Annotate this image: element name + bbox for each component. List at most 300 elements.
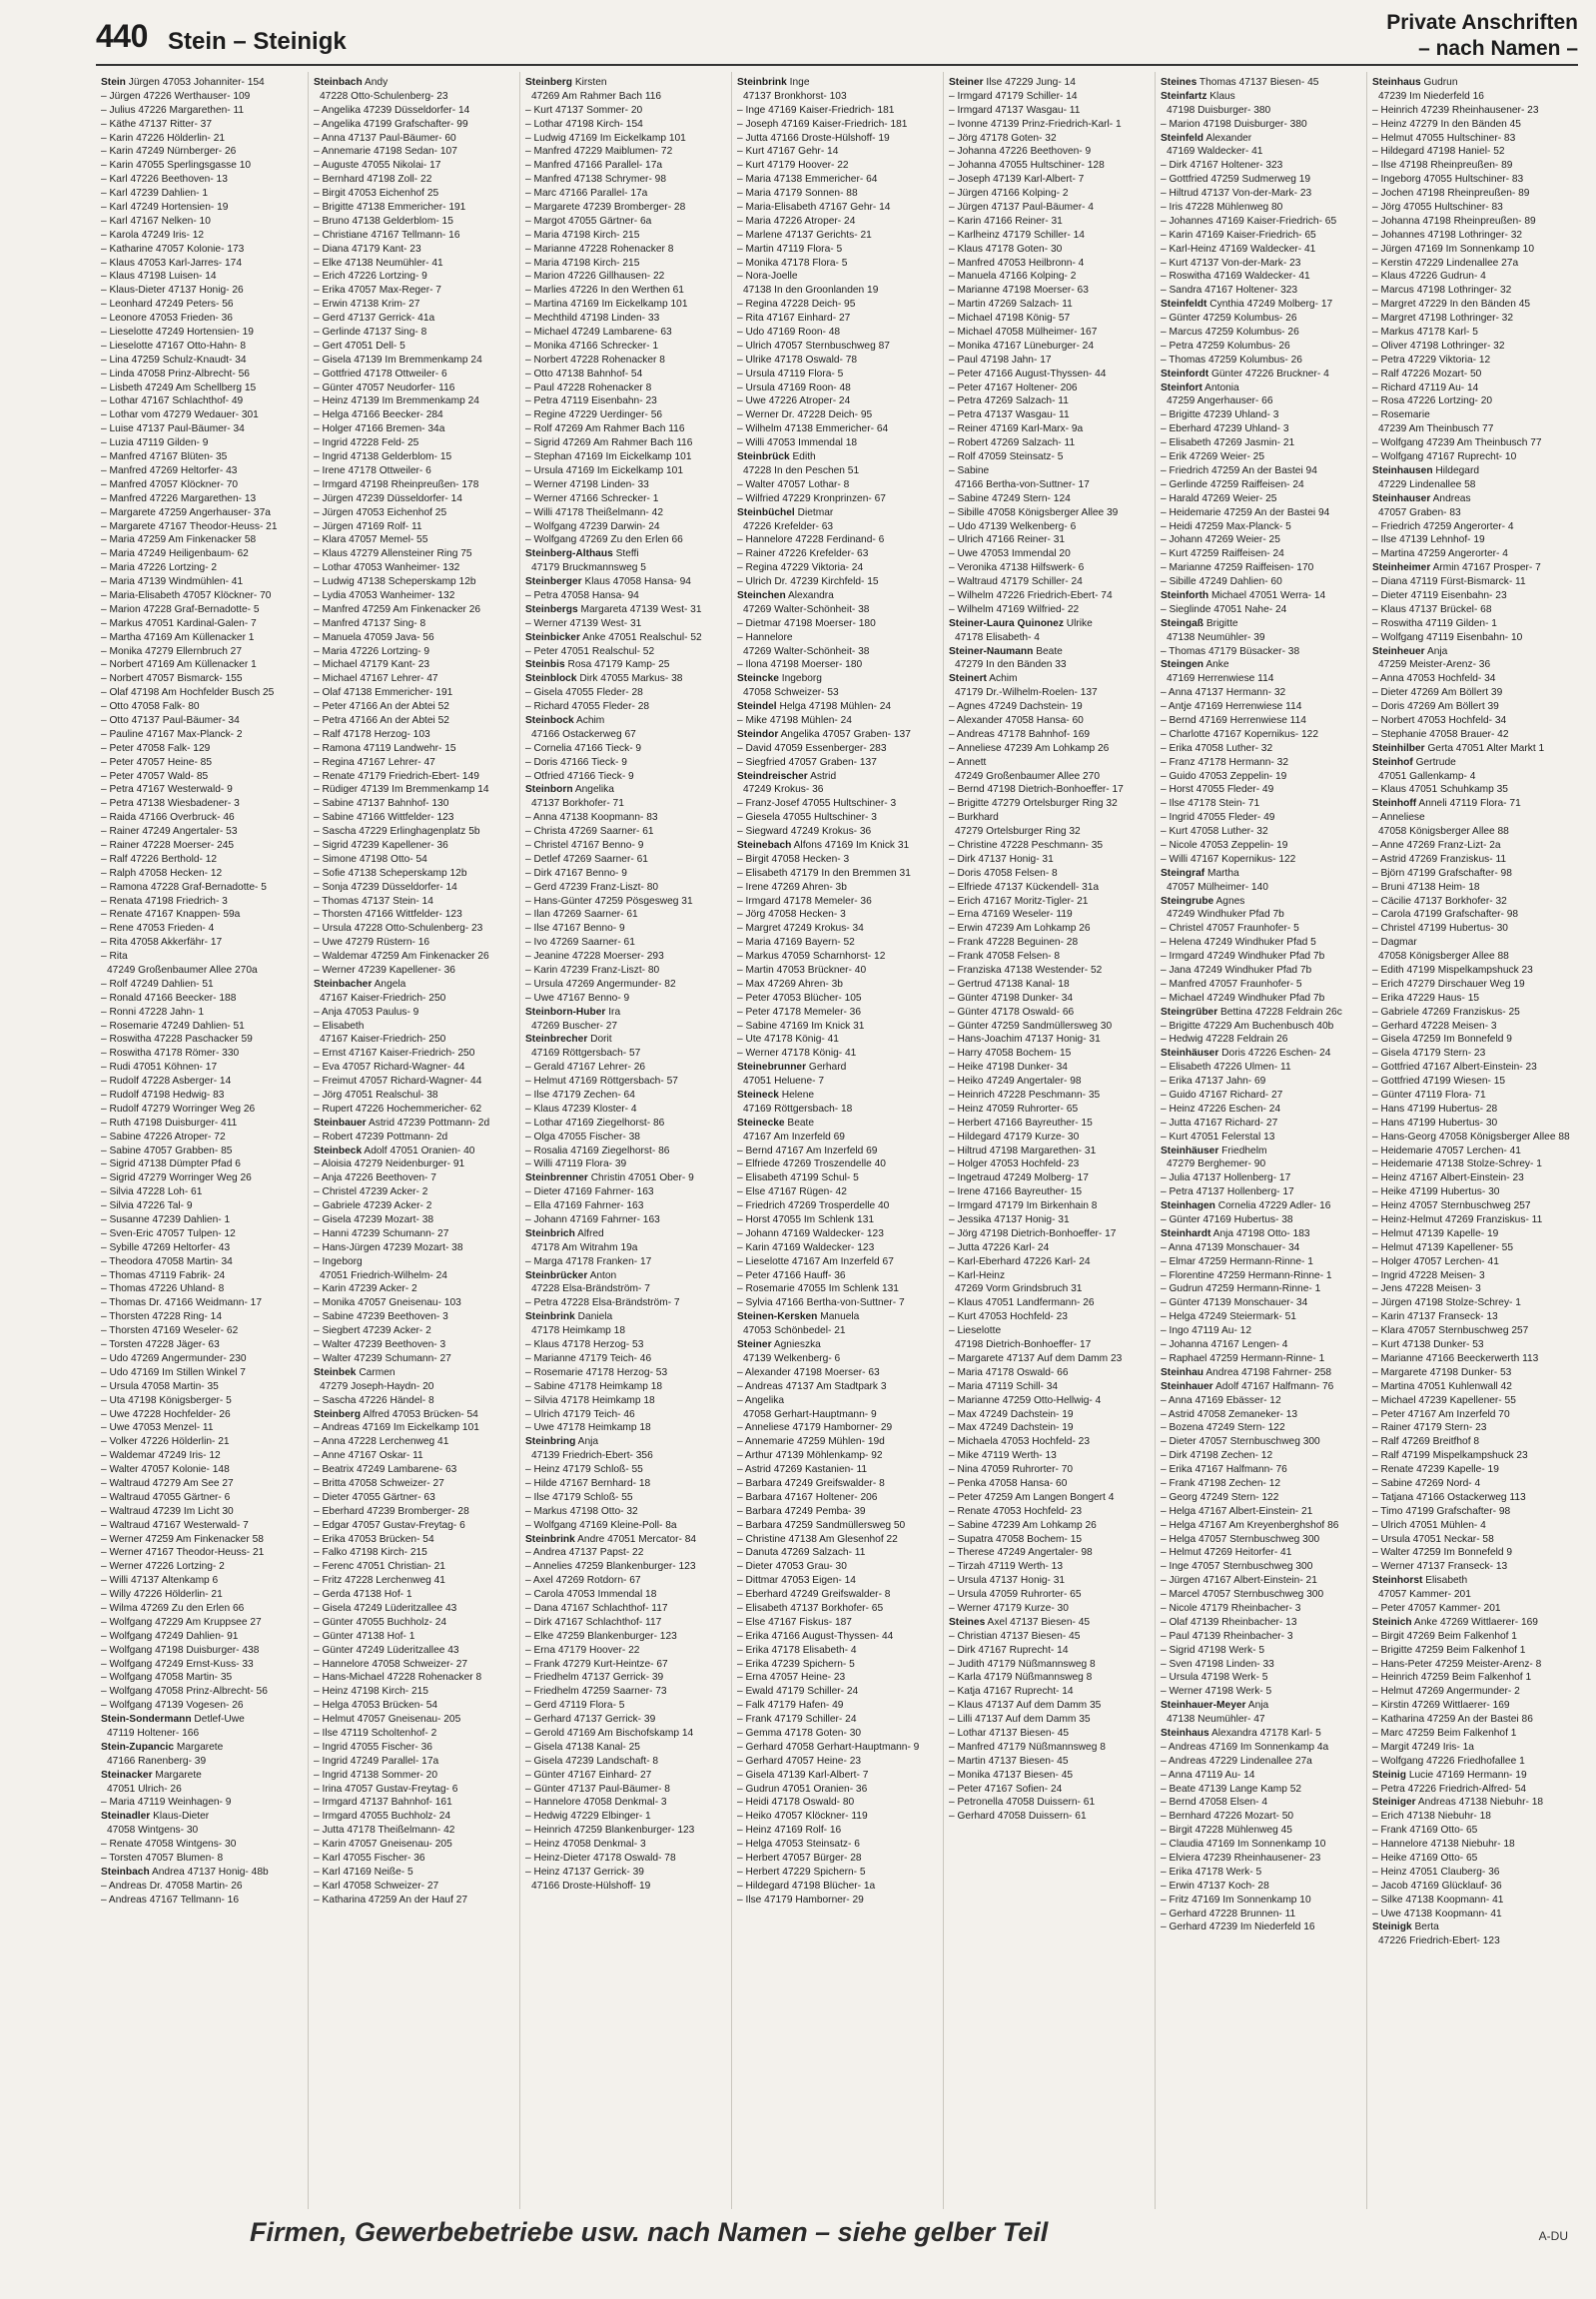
directory-entry: [314, 201, 514, 214]
directory-entry: [1161, 1338, 1361, 1351]
directory-entry: [101, 1658, 303, 1671]
directory-entry: [1372, 422, 1573, 435]
directory-entry: [525, 561, 726, 574]
entry-details: – Petra 47269 Salzach- 11: [949, 395, 1069, 407]
entry-details: – Christine 47228 Peschmann- 35: [949, 839, 1104, 851]
directory-entry: [314, 1033, 514, 1046]
entry-details: – Maria 47138 Emmericher- 64: [737, 174, 878, 186]
entry-details: Anja: [1426, 645, 1448, 657]
entry-details: – Gisela 47139 Im Bremmenkamp 24: [314, 354, 482, 366]
entry-details: – Elfriede 47269 Troszendelle 40: [737, 1158, 886, 1170]
entry-details: – Rita 47058 Akkerfähr- 17: [101, 937, 223, 949]
directory-entry: [525, 1352, 726, 1365]
directory-entry: [1161, 797, 1361, 810]
directory-entry: [1161, 1408, 1361, 1421]
entry-details: – Sybille 47269 Heltorfer- 43: [101, 1241, 231, 1253]
directory-entry: [525, 76, 726, 89]
entry-details: – Gerhard 47058 Duissern- 61: [949, 1811, 1087, 1823]
directory-entry: [101, 867, 303, 880]
directory-entry: [1372, 229, 1573, 242]
listing-column: [943, 72, 1155, 2209]
entry-details: – Petra 47229 Viktoria- 12: [1372, 354, 1491, 366]
entry-details: Adolf 47051 Oranien- 40: [364, 1145, 475, 1156]
entry-details: – Edgar 47057 Gustav-Freytag- 6: [314, 1519, 465, 1531]
entry-details: – Frank 47169 Otto- 65: [1372, 1825, 1478, 1837]
entry-details: Andy: [364, 77, 389, 88]
directory-entry: [525, 1006, 726, 1019]
directory-entry: [737, 686, 938, 699]
entry-details: – Thomas 47137 Stein- 14: [314, 895, 433, 907]
entry-details: Astrid 47239 Pottmann- 2d: [368, 1117, 490, 1129]
entry-details: – Margarete 47259 Angerhauser- 37a: [101, 506, 271, 518]
entry-details: – Richard 47055 Fleder- 28: [525, 701, 650, 713]
entry-details: – Silvia 47178 Heimkamp 18: [525, 1394, 655, 1406]
entry-details: – Norbert 47057 Bismarck- 155: [101, 673, 243, 685]
entry-details: 47138 Neumühler- 47: [1167, 1714, 1265, 1726]
entry-details: – Giesela 47055 Hultschiner- 3: [737, 812, 877, 824]
page-header: [96, 10, 1578, 68]
entry-details: – Barbara 47259 Sandmüllersweg 50: [737, 1519, 906, 1531]
entry-details: – Ursula 47169 Im Eickelkamp 101: [525, 464, 683, 476]
directory-entry: [949, 1491, 1150, 1504]
entry-details: Bettina 47228 Feldrain 26c: [1220, 1006, 1342, 1018]
entry-details: Gertrude: [1415, 756, 1456, 768]
entry-details: – Helmut 47139 Kapelle- 19: [1372, 1227, 1499, 1239]
entry-surname: Steinen-Kersken: [737, 1311, 818, 1323]
entry-details: – Gertrud 47138 Kanal- 18: [949, 978, 1070, 990]
entry-details: – Paul 47139 Rheinbacher- 3: [1161, 1630, 1293, 1642]
entry-details: – Andreas 47169 Im Sonnenkamp 4a: [1161, 1741, 1329, 1753]
entry-details: – Hilde 47167 Bernhard- 18: [525, 1477, 651, 1489]
entry-details: – Ingrid 47055 Fleder- 49: [1161, 812, 1275, 824]
directory-entry: [314, 964, 514, 977]
entry-surname: Steinforth: [1161, 589, 1209, 601]
directory-entry: [1372, 76, 1573, 89]
entry-details: – Thomas Dr. 47166 Weidmann- 17: [101, 1297, 263, 1309]
directory-entry: [737, 270, 938, 283]
entry-details: – Marga 47178 Franken- 17: [525, 1255, 652, 1267]
entry-details: – Lothar 47198 Kirch- 154: [525, 118, 643, 130]
entry-details: – Petra 47228 Elsa-Brändström- 7: [525, 1297, 680, 1309]
entry-details: – Sabine 47249 Stern- 124: [949, 492, 1071, 504]
entry-details: – Günter 47137 Paul-Bäumer- 8: [525, 1783, 670, 1795]
entry-details: – Uwe 47178 Heimkamp 18: [525, 1422, 651, 1434]
entry-details: – Johann 47269 Weier- 25: [1161, 534, 1280, 546]
entry-details: – Wolfgang 47249 Ernst-Kuss- 33: [101, 1658, 254, 1670]
directory-entry: [101, 354, 303, 367]
directory-entry: [949, 187, 1150, 200]
footer-note: Firmen, Gewerbebetriebe usw. nach Namen – siehe gelber Teil: [250, 2217, 1049, 2247]
directory-entry: [101, 1352, 303, 1365]
entry-details: – Jessika 47137 Honig- 31: [949, 1214, 1070, 1226]
directory-entry: [101, 797, 303, 810]
entry-details: – Roswitha 47119 Gilden- 1: [1372, 617, 1497, 629]
entry-details: – Martha 47169 Am Küllenacker 1: [101, 631, 255, 643]
entry-details: – Petra 47137 Wasgau- 11: [949, 409, 1070, 421]
entry-details: 47166 Bertha-von-Suttner- 17: [955, 478, 1090, 490]
entry-details: – Bernd 47167 Am Inzerfeld 69: [737, 1145, 878, 1156]
entry-details: – Maria 47179 Sonnen- 88: [737, 188, 858, 200]
entry-surname: Steinhausen: [1372, 464, 1433, 476]
directory-entry: [1161, 492, 1361, 505]
directory-entry: [101, 326, 303, 339]
entry-details: – Ramona 47228 Graf-Bernadotte- 5: [101, 881, 267, 893]
directory-entry: [1372, 478, 1573, 491]
directory-entry: [314, 1296, 514, 1309]
entry-details: – Herbert 47229 Spichern- 5: [737, 1866, 866, 1878]
entry-details: 47228 Otto-Schulenberg- 23: [320, 90, 448, 102]
directory-entry: [101, 1227, 303, 1240]
directory-entry: [737, 1435, 938, 1448]
directory-entry: [314, 1630, 514, 1643]
entry-details: – Wolfgang 47119 Eisenbahn- 10: [1372, 631, 1523, 643]
directory-entry: [525, 1227, 726, 1240]
entry-details: – Klaus-Dieter 47137 Honig- 26: [101, 285, 244, 297]
entry-surname: Steinhäuser: [1161, 1048, 1219, 1060]
entry-details: Astrid: [810, 770, 837, 782]
directory-entry: [1161, 964, 1361, 977]
directory-entry: [737, 1199, 938, 1212]
directory-entry: [525, 520, 726, 533]
directory-entry: [949, 1131, 1150, 1144]
directory-entry: [1161, 340, 1361, 353]
entry-details: – Rolf 47249 Dahlien- 51: [101, 978, 214, 990]
directory-entry: [101, 1533, 303, 1546]
entry-details: – Heinz 47059 Ruhrorter- 65: [949, 1103, 1079, 1115]
directory-entry: [525, 1699, 726, 1712]
entry-details: – Else 47167 Rügen- 42: [737, 1186, 847, 1198]
directory-entry: [525, 950, 726, 963]
directory-entry: [314, 506, 514, 519]
entry-surname: Steinbek: [314, 1366, 357, 1378]
entry-details: – Margarete 47239 Bromberger- 28: [525, 202, 686, 214]
directory-entry: [737, 1380, 938, 1393]
entry-surname: Steinbis: [525, 659, 565, 671]
entry-details: – Astrid 47269 Franziskus- 11: [1372, 853, 1507, 865]
directory-entry: [525, 1519, 726, 1532]
directory-entry: [737, 422, 938, 435]
entry-details: 47269 Vorm Grindsbruch 31: [955, 1283, 1083, 1295]
directory-entry: [101, 1685, 303, 1698]
directory-entry: [314, 770, 514, 783]
directory-entry: [737, 797, 938, 810]
directory-entry: [101, 1796, 303, 1809]
entry-details: Beate: [1036, 645, 1063, 657]
entry-details: – Angelika: [737, 1394, 785, 1406]
directory-entry: [1161, 1241, 1361, 1254]
directory-entry: [949, 1199, 1150, 1212]
entry-details: – Frank 47279 Kurt-Heintze- 67: [525, 1658, 668, 1670]
entry-details: 47228 Elsa-Brändström- 7: [531, 1283, 650, 1295]
entry-details: – Angelika 47199 Grafschafter- 99: [314, 118, 468, 130]
directory-entry: [1372, 1685, 1573, 1698]
directory-entry: [1372, 1269, 1573, 1282]
directory-entry: [949, 686, 1150, 699]
entry-details: – Johannes 47198 Lothringer- 32: [1372, 229, 1523, 241]
entry-details: – Ludwig 47169 Im Eickelkamp 101: [525, 132, 686, 144]
entry-details: – Marion 47226 Gillhausen- 22: [525, 271, 665, 283]
entry-details: – Johanna 47226 Beethoven- 9: [949, 146, 1092, 158]
entry-details: – Rainer 47179 Stern- 23: [1372, 1422, 1487, 1434]
entry-details: Michael 47051 Werra- 14: [1210, 589, 1326, 601]
entry-details: – Manfred 47166 Parallel- 17a: [525, 160, 663, 172]
directory-entry: [314, 422, 514, 435]
entry-details: – Jürgen 47169 Rolf- 11: [314, 520, 422, 532]
entry-details: – Kurt 47137 Von-der-Mark- 23: [1161, 257, 1301, 269]
entry-details: – Dieter 47055 Gärtner- 63: [314, 1491, 435, 1503]
directory-entry: [101, 1491, 303, 1504]
directory-entry: [101, 1546, 303, 1559]
directory-entry: [101, 1408, 303, 1421]
directory-entry: [1161, 464, 1361, 477]
entry-details: – Michaela 47053 Hochfeld- 23: [949, 1436, 1091, 1448]
entry-details: – Karl-Heinz 47169 Waldecker- 41: [1161, 243, 1316, 255]
directory-entry: [314, 1838, 514, 1851]
directory-entry: [314, 450, 514, 463]
entry-details: – Michael 47249 Windhuker Pfad 7b: [1161, 992, 1325, 1004]
directory-entry: [525, 1533, 726, 1546]
directory-entry: [1372, 1020, 1573, 1033]
entry-details: – Jana 47249 Windhuker Pfad 7b: [1161, 965, 1312, 976]
directory-entry: [101, 658, 303, 671]
directory-entry: [101, 714, 303, 727]
directory-entry: [101, 728, 303, 741]
directory-entry: [1161, 1699, 1361, 1712]
directory-entry: [737, 895, 938, 908]
entry-details: – Erika 47053 Brücken- 54: [314, 1533, 434, 1545]
entry-details: – Walter 47259 Im Bonnefeld 9: [1372, 1547, 1513, 1559]
directory-entry: [525, 1213, 726, 1226]
directory-entry: [1372, 104, 1573, 117]
entry-details: – Carola 47053 Immendal 18: [525, 1589, 657, 1601]
entry-details: – Max 47249 Dachstein- 19: [949, 1422, 1074, 1434]
entry-details: – Christa 47269 Saarner- 61: [525, 826, 654, 838]
directory-entry: [1372, 1920, 1573, 1933]
directory-entry: [949, 645, 1150, 658]
directory-entry: [101, 1852, 303, 1865]
directory-entry: [1161, 867, 1361, 880]
entry-details: 47166 Ostackerweg 67: [531, 728, 636, 740]
directory-entry: [1161, 1449, 1361, 1462]
directory-entry: [101, 589, 303, 602]
directory-entry: [1161, 575, 1361, 588]
entry-surname: Steinecke: [737, 1117, 785, 1129]
entry-details: Berta: [1414, 1921, 1439, 1933]
entry-details: – Gerhard 47137 Gerrick- 39: [525, 1714, 656, 1726]
directory-entry: [314, 394, 514, 407]
directory-entry: [1372, 1713, 1573, 1726]
entry-details: – Gabriele 47269 Franziskus- 25: [1372, 1006, 1520, 1018]
entry-details: – Waltraud 47239 Im Licht 30: [101, 1505, 234, 1517]
entry-details: – Irene 47178 Ottweiler- 6: [314, 464, 431, 476]
directory-entry: [949, 1282, 1150, 1295]
directory-entry: [737, 1033, 938, 1046]
entry-details: 47269 Am Rahmer Bach 116: [531, 90, 662, 102]
directory-entry: [1161, 950, 1361, 963]
entry-details: Lucie 47169 Hermann- 19: [1408, 1769, 1527, 1781]
entry-details: – Christel 47199 Hubertus- 30: [1372, 923, 1508, 935]
entry-details: 47166 Ranenberg- 39: [107, 1755, 207, 1767]
directory-entry: [1372, 1533, 1573, 1546]
entry-details: – Ivo 47269 Saarner- 61: [525, 937, 635, 949]
entry-details: – Martin 47053 Brückner- 40: [737, 965, 867, 976]
entry-details: – Beate 47139 Lange Kamp 52: [1161, 1783, 1302, 1795]
entry-details: – Rosalia 47169 Ziegelhorst- 86: [525, 1145, 670, 1156]
entry-surname: Steinheimer: [1372, 562, 1431, 574]
directory-entry: [314, 1047, 514, 1060]
entry-details: Angela: [374, 978, 406, 990]
directory-entry: [1372, 1380, 1573, 1393]
directory-entry: [314, 1408, 514, 1421]
directory-entry: [525, 1408, 726, 1421]
directory-entry: [525, 1103, 726, 1116]
directory-entry: [737, 1852, 938, 1865]
directory-entry: [101, 1089, 303, 1102]
directory-entry: [525, 257, 726, 270]
entry-details: – Annemarie 47259 Mühlen- 19d: [737, 1436, 885, 1448]
entry-details: 47279 Joseph-Haydn- 20: [320, 1380, 434, 1392]
entry-details: – Ilse 47179 Hamborner- 29: [737, 1894, 864, 1906]
directory-entry: [737, 1533, 938, 1546]
directory-entry: [1372, 575, 1573, 588]
directory-entry: [1161, 1047, 1361, 1060]
entry-details: – Andrea 47137 Papst- 22: [525, 1547, 644, 1559]
directory-entry: [1372, 1310, 1573, 1323]
entry-details: – Rita: [101, 951, 128, 963]
directory-entry: [949, 1310, 1150, 1323]
directory-entry: [737, 1185, 938, 1198]
entry-details: – Gerhard 47228 Brunnen- 11: [1161, 1908, 1296, 1919]
entry-details: – Inge 47057 Sternbuschweg 300: [1161, 1561, 1313, 1573]
entry-details: – Werner 47259 Am Finkenacker 58: [101, 1533, 264, 1545]
directory-entry: [1372, 1213, 1573, 1226]
entry-details: – Dirk 47167 Ruprecht- 14: [949, 1644, 1069, 1656]
directory-entry: [949, 340, 1150, 353]
entry-details: – Barbara 47249 Pemba- 39: [737, 1505, 866, 1517]
directory-entry: [314, 797, 514, 810]
directory-entry: [949, 770, 1150, 783]
entry-details: – Ralf 47226 Berthold- 12: [101, 853, 218, 865]
entry-details: – Paul 47198 Jahn- 17: [949, 354, 1052, 366]
entry-surname: Steinhilber: [1372, 742, 1425, 754]
directory-entry: [101, 506, 303, 519]
entry-details: – Brigitte 47259 Beim Falkenhof 1: [1372, 1644, 1526, 1656]
directory-entry: [1372, 1796, 1573, 1809]
directory-entry: [1372, 382, 1573, 394]
entry-details: – Karla 47179 Nüßmannsweg 8: [949, 1672, 1093, 1684]
directory-entry: [737, 1727, 938, 1740]
entry-details: – Willy 47226 Hölderlin- 21: [101, 1589, 223, 1601]
entry-details: – Martin 47119 Flora- 5: [737, 243, 843, 255]
entry-surname: Steinbrich: [525, 1227, 575, 1239]
directory-entry: [1161, 1145, 1361, 1157]
entry-details: – Marianne 47179 Teich- 46: [525, 1352, 652, 1364]
directory-entry: [949, 1449, 1150, 1462]
directory-entry: [1161, 1103, 1361, 1116]
entry-surname: Steinhoff: [1372, 798, 1417, 810]
entry-details: Brigitte: [1205, 617, 1238, 629]
listing-columns: [96, 72, 1578, 2209]
entry-details: – Irmgard 47055 Buchholz- 24: [314, 1811, 451, 1823]
entry-details: 47226 Krefelder- 63: [743, 520, 834, 532]
directory-entry: [949, 1296, 1150, 1309]
entry-details: – Tatjana 47166 Ostackerweg 113: [1372, 1491, 1526, 1503]
directory-entry: [737, 1699, 938, 1712]
directory-entry: [1161, 368, 1361, 381]
entry-details: Ira: [608, 1006, 621, 1018]
entry-details: – Erika 47167 Halfmann- 76: [1161, 1464, 1287, 1476]
entry-details: – Harald 47269 Weier- 25: [1161, 492, 1277, 504]
directory-entry: [949, 603, 1150, 616]
entry-details: – Maria 47226 Lortzing- 9: [314, 645, 430, 657]
entry-details: – Werner 47239 Kapellener- 36: [314, 965, 455, 976]
entry-details: – Heiko 47249 Angertaler- 98: [949, 1076, 1082, 1088]
entry-details: – Uwe 47226 Atroper- 24: [737, 395, 851, 407]
directory-entry: [525, 1880, 726, 1893]
entry-details: – Otto 47138 Bahnhof- 54: [525, 368, 643, 380]
entry-details: – Werner 47166 Schrecker- 1: [525, 492, 659, 504]
directory-entry: [314, 1241, 514, 1254]
directory-entry: [314, 436, 514, 449]
directory-entry: [949, 1047, 1150, 1060]
entry-details: – Norbert 47169 Am Küllenacker 1: [101, 659, 257, 671]
directory-entry: [1161, 132, 1361, 145]
entry-details: – Waltraud 47279 Am See 27: [101, 1477, 234, 1489]
directory-entry: [737, 326, 938, 339]
entry-details: – Helmut 47269 Heitorfer- 41: [1161, 1547, 1292, 1559]
entry-details: – Hiltrud 47198 Margarethen- 31: [949, 1145, 1097, 1156]
entry-details: 47259 Angerhauser- 66: [1167, 395, 1273, 407]
directory-entry: [949, 1713, 1150, 1726]
directory-entry: [1372, 1769, 1573, 1782]
directory-entry: [949, 478, 1150, 491]
directory-entry: [101, 257, 303, 270]
entry-details: – Günter 47139 Monschauer- 34: [1161, 1297, 1308, 1309]
entry-details: – Erwin 47137 Koch- 28: [1161, 1880, 1269, 1892]
directory-entry: [1161, 533, 1361, 546]
entry-details: Andre 47051 Mercator- 84: [577, 1533, 697, 1545]
entry-details: – Willi 47137 Altenkamp 6: [101, 1575, 219, 1587]
entry-details: Agnes: [1215, 895, 1245, 907]
directory-entry: [1161, 783, 1361, 796]
entry-details: – Anne 47167 Oskar- 11: [314, 1450, 423, 1462]
entry-details: 47057 Mülheimer- 140: [1167, 881, 1268, 893]
entry-details: – Bernd 47058 Elsen- 4: [1161, 1797, 1268, 1809]
entry-details: – Manfred 47269 Heltorfer- 43: [101, 464, 238, 476]
directory-entry: [314, 867, 514, 880]
entry-details: – Rolf 47269 Am Rahmer Bach 116: [525, 423, 685, 435]
directory-entry: [1372, 354, 1573, 367]
directory-entry: [737, 257, 938, 270]
entry-details: Steffi: [615, 548, 639, 560]
entry-details: – Peter 47178 Memeler- 36: [737, 1006, 862, 1018]
entry-details: – Rudolf 47228 Asberger- 14: [101, 1076, 232, 1088]
directory-entry: [525, 936, 726, 949]
entry-details: – Erwin 47239 Am Lohkamp 26: [949, 923, 1091, 935]
directory-entry: [737, 1574, 938, 1587]
directory-entry: [101, 520, 303, 533]
directory-entry: [949, 575, 1150, 588]
entry-details: – Norbert 47053 Hochfeld- 34: [1372, 714, 1507, 726]
directory-entry: [1161, 478, 1361, 491]
directory-entry: [525, 1671, 726, 1684]
directory-entry: [949, 436, 1150, 449]
entry-details: – Heiko 47057 Klöckner- 119: [737, 1811, 868, 1823]
directory-entry: [737, 1366, 938, 1379]
directory-entry: [101, 173, 303, 186]
entry-details: – Maria 47169 Bayern- 52: [737, 937, 855, 949]
entry-details: – Wolfgang 47249 Dahlien- 91: [101, 1630, 239, 1642]
